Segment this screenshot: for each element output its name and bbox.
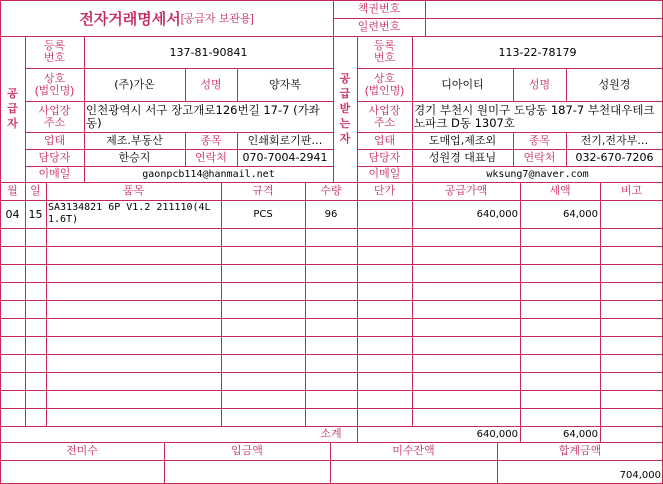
supplier-address: 인천광역시 서구 장고개로126번길 17-7 (가좌동): [86, 102, 320, 130]
col-header-tax: 세액: [549, 185, 571, 197]
row-qty: 96: [324, 208, 338, 220]
supplier-email: gaonpcb114@hanmail.net: [142, 168, 275, 180]
total-label: 합계금액: [558, 445, 602, 457]
row-unit-price: [357, 200, 412, 228]
supplier-business: 제조.부동산: [106, 134, 163, 147]
supplier-item-label: 종목: [200, 134, 222, 147]
book-no-label: 책권번호: [357, 3, 401, 15]
col-header-qty: 수량: [320, 185, 342, 197]
supplier-business-label: 업태: [43, 134, 66, 147]
unpaid-value: [0, 460, 164, 484]
balance-value: [330, 460, 497, 484]
col-header-month: 월: [7, 185, 18, 197]
row-day: 15: [28, 207, 43, 221]
buyer-name: 성원경: [598, 78, 631, 91]
supplier-phone-label: 연락처: [195, 151, 227, 164]
document-title: [0, 0, 333, 36]
balance-label: 미수잔액: [392, 445, 435, 457]
row-spec: PCS: [253, 208, 273, 220]
buyer-phone: 032-670-7206: [575, 151, 654, 164]
book-no-value: [425, 0, 663, 18]
buyer-business-label: 업태: [373, 134, 396, 147]
buyer-reg-label: 등록 번호: [373, 40, 396, 64]
buyer-contact-label: 담당자: [368, 151, 401, 164]
col-header-spec: 규격: [252, 185, 274, 197]
col-header-item: 품목: [122, 185, 145, 197]
supplier-contact-person: 한승지: [118, 151, 151, 164]
buyer-company: 디아이티: [441, 78, 484, 91]
col-header-unit-price: 단가: [373, 185, 396, 197]
subtotal-supply: 640,000: [476, 428, 518, 440]
buyer-reg-no: 113-22-78179: [498, 45, 577, 59]
buyer-contact-person: 성원경 대표님: [428, 151, 497, 164]
buyer-business: 도매업,제조외: [428, 134, 497, 147]
subtotal-label: 소계: [320, 428, 342, 440]
row-note: [600, 200, 663, 228]
unpaid-label: 전미수: [66, 445, 98, 457]
deposit-value: [164, 460, 330, 484]
deposit-label: 입금액: [231, 445, 263, 457]
supplier-name: 양자복: [269, 78, 301, 91]
serial-no-value: [425, 18, 663, 36]
supplier-reg-label: 등록 번호: [43, 40, 66, 64]
row-supply: 640,000: [476, 208, 518, 220]
supplier-address-label: 사업장 주소: [38, 104, 71, 129]
supplier-reg-no: 137-81-90841: [169, 45, 248, 59]
buyer-name-label: 성명: [528, 78, 551, 91]
buyer-side-label: 공 급 받 는 자: [339, 72, 351, 145]
supplier-phone: 070-7004-2941: [242, 151, 328, 164]
row-tax: 64,000: [563, 208, 598, 220]
buyer-item-label: 종목: [528, 134, 551, 147]
title-text: 전자거래명세서: [79, 9, 181, 28]
supplier-company-label: 상호 (법인명): [34, 72, 75, 97]
buyer-company-label: 상호 (법인명): [364, 72, 405, 97]
supplier-name-label: 성명: [200, 78, 222, 91]
supplier-side-label: 공 급 자: [7, 87, 18, 130]
row-item: SA3134821 6P V1.2 211110(4L 1.6T): [48, 202, 211, 225]
col-header-day: 일: [30, 185, 41, 197]
col-header-supply: 공급가액: [444, 185, 488, 197]
supplier-email-label: 이메일: [38, 168, 71, 180]
buyer-email: wksung7@naver.com: [486, 168, 589, 180]
supplier-item: 인쇄회로기판…: [247, 134, 323, 147]
buyer-address: 경기 부천시 원미구 도당동 187-7 부천대우테크노파크 D동 1307호: [414, 102, 655, 130]
subtotal-tax: 64,000: [563, 428, 598, 440]
supplier-contact-label: 담당자: [38, 151, 71, 164]
buyer-phone-label: 연락처: [523, 151, 556, 164]
total-value: 704,000: [619, 470, 661, 481]
serial-no-label: 일련번호: [357, 21, 401, 33]
title-subtitle: [공급자 보관용]: [180, 13, 254, 25]
col-header-note: 비고: [620, 185, 643, 197]
row-month: 04: [5, 207, 20, 221]
supplier-company: (주)가온: [114, 78, 155, 91]
buyer-email-label: 이메일: [368, 168, 401, 180]
buyer-address-label: 사업장 주소: [368, 104, 401, 129]
buyer-item: 전기,전자부…: [580, 134, 649, 147]
